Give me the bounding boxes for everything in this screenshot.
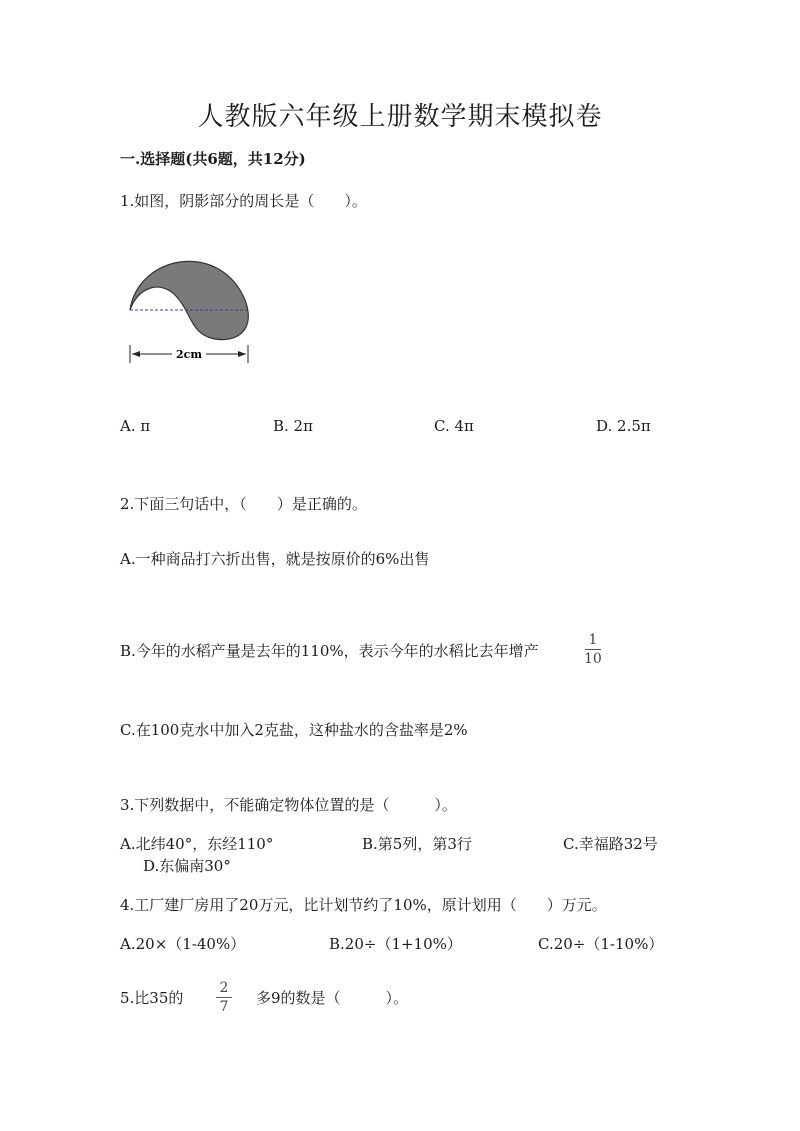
q4-option-a: A.20×（1-40%） [120, 935, 246, 953]
q2-option-b: B.今年的水稻产量是去年的110%，表示今年的水稻比去年增产 [120, 642, 539, 660]
q3-option-d: D.东偏南30° [143, 857, 231, 875]
shaded-shape [130, 261, 248, 339]
q2-option-b-fraction [584, 632, 602, 667]
q1-option-c: C. 4π [434, 417, 474, 435]
q3-option-c: C.幸福路32号 [563, 835, 658, 853]
q2-option-a: A.一种商品打六折出售，就是按原价的6%出售 [120, 550, 430, 568]
question-1-figure [120, 245, 270, 370]
q5-fraction [216, 980, 232, 1015]
q1-option-b: B. 2π [273, 417, 313, 435]
question-5-text-before: 5.比35的 [120, 989, 184, 1007]
q4-option-b: B.20÷（1+10%） [329, 935, 462, 953]
fraction-denominator: 10 [584, 651, 602, 667]
q2-option-c: C.在100克水中加入2克盐，这种盐水的含盐率是2% [120, 721, 468, 739]
fraction-bar [216, 997, 232, 998]
question-4-text: 4.工厂建厂房用了20万元，比计划节约了10%，原计划用（ ）万元。 [120, 896, 607, 914]
question-1-text: 1.如图，阴影部分的周长是（ ）。 [120, 192, 367, 210]
question-5-text-after: 多9的数是（ ）。 [256, 989, 409, 1007]
fraction-numerator: 2 [219, 980, 229, 996]
q3-option-a: A.北纬40°，东经110° [120, 835, 274, 853]
q1-option-d: D. 2.5π [596, 417, 651, 435]
question-3-text: 3.下列数据中，不能确定物体位置的是（ ）。 [120, 796, 457, 814]
q3-option-b: B.第5列，第3行 [362, 835, 472, 853]
fraction-bar [585, 649, 601, 650]
section-heading: 一.选择题(共6题，共12分) [120, 150, 306, 168]
arrow-left-icon [132, 351, 140, 357]
fraction-denominator: 7 [219, 999, 229, 1015]
arrow-right-icon [238, 351, 246, 357]
page-title: 人教版六年级上册数学期末模拟卷 [197, 102, 603, 132]
dimension-label: 2cm [176, 348, 202, 361]
q1-option-a: A. π [120, 417, 151, 435]
fraction-numerator: 1 [588, 632, 598, 648]
q4-option-c: C.20÷（1-10%） [538, 935, 664, 953]
question-2-text: 2.下面三句话中，（ ）是正确的。 [120, 495, 367, 513]
